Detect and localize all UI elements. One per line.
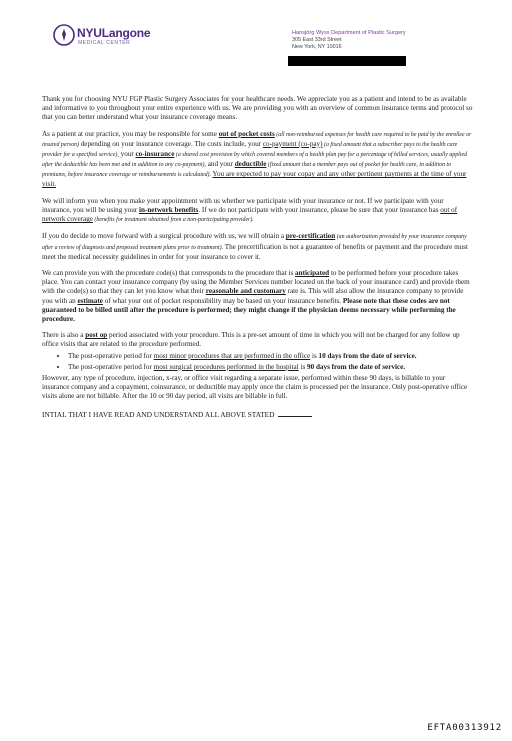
definition: (a shared cost provision by which covered members of a health plan pay for a percentage of billed services, usually applied after the deductible has been met and in addition to any co-payment), (42, 151, 468, 169)
postop-list (42, 352, 474, 372)
term-precertification: pre-certification (285, 232, 336, 241)
term-out-of-network: out of network coverage (42, 205, 458, 224)
billable-paragraph: However, any type of procedure, injection, x-ray, or office visit regarding a separate issue, performed within these 90 days, is billable to your insurance company and a copayment, coinsurance, or deductible may apply once the claim is processed per the insurance. Only post-operative office visits alone are not billable. After the 10 or 90 day period, all visits are billable in full. (42, 373, 468, 401)
list-item (68, 363, 474, 372)
definition: (benefits for treatment obtained from a non-participating provider). (92, 217, 254, 224)
text-run: period associated with your procedure. This is a pre-set amount of time in which you will not be charged for any follow up office visits that are related to the procedure performed. (42, 331, 460, 349)
term-anticipated: anticipated (295, 269, 330, 278)
precert-paragraph (42, 232, 474, 261)
list-item (68, 352, 474, 361)
text-run: and your (205, 160, 235, 169)
initial-prompt: INTIAL THAT I HAVE READ AND UNDERSTAND ALL ABOVE STATED (42, 410, 275, 420)
text-run: The precertification is not a guarantee of benefits or payment and the procedure must meet the medical necessity guidelines in order for your insurance to cover it. (42, 242, 469, 261)
text-run: is (310, 351, 319, 360)
text-run: rate is. This will also allow the insurance company to provide you with an (42, 287, 464, 305)
address-block (292, 30, 406, 51)
text-run: your (118, 149, 136, 158)
term-estimate: estimate (77, 296, 103, 305)
network-paragraph (42, 197, 474, 225)
ninety-day-period: 90 days from the date of service. (307, 362, 406, 371)
nyu-langone-logo (53, 22, 163, 56)
text-run: . If we do not participate with your insurance, please be sure that your insurance has (198, 205, 441, 214)
text-run: to be performed before your procedure takes place. You can contact your insurance company (by using the Member Services number located on the back of your insurance card) and provide them with the code(s) so that they can let you know what their (42, 269, 470, 296)
definition: (all non-reimbursed expenses for health care required to be paid by the enrollee or insured person) (42, 131, 472, 148)
definition: (a fixed amount that a subscriber pays to the health care provider for a specified service), (42, 141, 458, 158)
codes-disclaimer: Please note that these codes are not guaranteed to be billed until after the procedure is performed; they might change if the physician deems necessary while performing the procedure. (42, 296, 456, 323)
text-run: We will inform you when you make your appointment with us whether we participate with your insurance or not. If we participate with your insurance, you will be using your (42, 196, 444, 214)
department-name: Hansjörg Wyss Department of Plastic Surgery (292, 30, 406, 36)
term-deductible: deductible (234, 160, 267, 169)
intro-paragraph: Thank you for choosing NYU FGP Plastic Surgery Associates for your healthcare needs. We appreciate you as a patient and intend to be as available and informative to you throughout your entire experience with us. We are providing you with an overview of common insurance terms and protocol so that you can better understand what your insurance coverage means. (42, 95, 473, 122)
postop-paragraph (42, 331, 474, 349)
text-run: If you do decide to move forward with a surgical procedure with us, we will obtain a (42, 232, 286, 241)
initial-line[interactable] (42, 410, 474, 419)
minor-procedures: most minor procedures that are performed in the office (153, 351, 311, 360)
letter-body (42, 95, 474, 419)
text-run: is (298, 362, 308, 371)
payment-expectation: You are expected to pay your copay and any other pertinent payments at the time of your visit. (42, 170, 467, 189)
logo-subtext: MEDICAL CENTER (78, 40, 131, 46)
nyu-torch-icon (53, 24, 75, 46)
costs-paragraph (42, 130, 474, 190)
text-run: The post-operative period for (68, 351, 154, 360)
text-run: As a patient at our practice, you may be responsible for some (42, 129, 219, 138)
term-out-of-pocket: out of pocket costs (218, 129, 275, 138)
text-run: There is also a (42, 331, 86, 340)
ten-day-period: 10 days from the date of service. (318, 351, 417, 360)
text-run: of what your out of pocket responsibility may be based on your insurance benefits. (102, 296, 343, 305)
street-address: 305 East 33rd Street (292, 37, 342, 43)
initial-blank[interactable] (278, 410, 312, 417)
term-copay: co-payment (co-pay) (262, 139, 323, 148)
term-in-network: in-network benefits (138, 205, 199, 214)
definition: (an authorization provided by your insurance company after a review of diagnosis and proposed treatment plans prior to treatment). (42, 234, 467, 251)
surgical-procedures: most surgical procedures performed in the hospital (153, 362, 299, 371)
term-coinsurance: co-insurance (135, 149, 175, 158)
text-run: We can provide you with the procedure code(s) that corresponds to the procedure that is (42, 269, 296, 278)
redaction-bar (288, 56, 406, 66)
city-address: New York, NY 10016 (292, 44, 342, 50)
codes-paragraph (42, 269, 474, 324)
definition: (fixed amount that a member pays out of pocket for health care, in addition to premiums, before insurance coverage or reimbursements is calculated). (42, 162, 452, 179)
text-run: The post-operative period for (68, 362, 154, 371)
text-run: depending on your insurance coverage. The costs include, your (78, 139, 263, 148)
document-id: EFTA00313912 (427, 723, 502, 733)
logo-text: NYULangone (77, 26, 151, 40)
term-post-op: post op (85, 331, 108, 340)
term-reasonable-customary: reasonable and customary (205, 287, 286, 296)
